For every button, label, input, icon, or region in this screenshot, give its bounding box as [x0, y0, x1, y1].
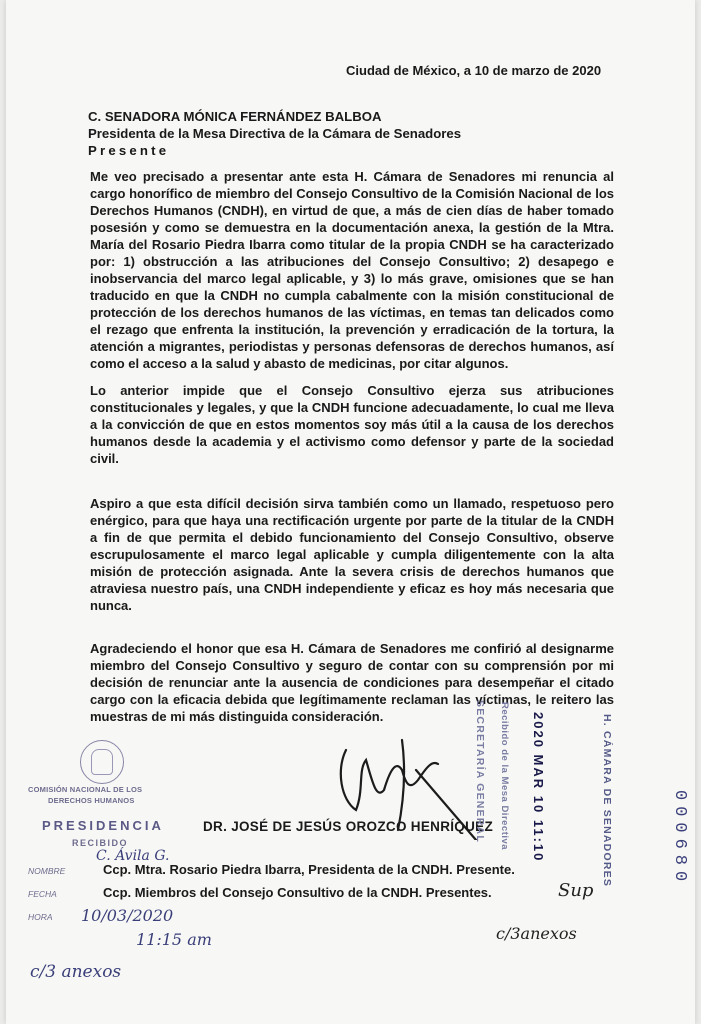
- handwritten-time: 11:15 am: [136, 930, 212, 949]
- cndh-seal-icon: [80, 740, 124, 784]
- recipient-salutation: Presente: [88, 143, 170, 158]
- stamp-line-1: COMISIÓN NACIONAL DE LOS: [28, 785, 143, 794]
- letter-date: Ciudad de México, a 10 de marzo de 2020: [346, 63, 602, 78]
- recipient-title: Presidenta de la Mesa Directiva de la Cámara de Senadores: [88, 126, 462, 141]
- signatory-name: DR. JOSÉ DE JESÚS OROZCO HENRÍQUEZ: [203, 819, 493, 834]
- stamp-field-fecha: FECHA: [28, 889, 57, 899]
- handwritten-date: 10/03/2020: [81, 906, 174, 925]
- senate-note-stamp: Recibido de la Mesa Directiva: [499, 702, 510, 851]
- paragraph-3: Aspiro a que esta difícil decisión sirva también como un llamado, respetuoso pero enérgico, para que haya una rectificación urgente por parte de la titular de la CNDH a fin de que permita el debido funcionamiento del Consejo Consultivo, observe escrupulosamente el marco legal aplicable y cumpla diligentemente con la alta misión de protección asignada. Ante la severa crisis de derechos humanos que atraviesa nuestro país, una CNDH independiente y eficaz es hoy más necesaria que nunca.: [90, 496, 614, 613]
- stamp-field-hora: HORA: [28, 912, 53, 922]
- folio-number: 000680: [670, 790, 689, 888]
- cc-line-1: Ccp. Mtra. Rosario Piedra Ibarra, Presidenta de la CNDH. Presente.: [103, 862, 515, 877]
- paragraph-2: Lo anterior impide que el Consejo Consultivo ejerza sus atribuciones constitucionales y legales, y que la CNDH funcione adecuadamente, lo cual me lleva a la convicción de que en estos momentos soy más útil a la causa de los derechos humanos desde la academia y el activismo como defensor y parte de la sociedad civil.: [90, 383, 614, 466]
- handwritten-annex-left: c/3 anexos: [30, 962, 122, 982]
- recipient-name: C. SENADORA MÓNICA FERNÁNDEZ BALBOA: [88, 109, 382, 124]
- stamp-field-nombre: NOMBRE: [28, 866, 66, 876]
- recipient-block: [88, 108, 461, 159]
- cc-line-2: Ccp. Miembros del Consejo Consultivo de la CNDH. Presentes.: [103, 885, 492, 900]
- stamp-status: RECIBIDO: [72, 838, 129, 848]
- stamp-line-2: DERECHOS HUMANOS: [48, 796, 135, 805]
- handwritten-name: C. Ávila G.: [96, 848, 170, 864]
- paragraph-1: Me veo precisado a presentar ante esta H. Cámara de Senadores mi renuncia al cargo honorífico de miembro del Consejo Consultivo de la Comisión Nacional de los Derechos Humanos (CNDH), en virtud de que, a más de cien días de haber tomado posesión y como se demuestra en la documentación anexa, la gestión de la Mtra. María del Rosario Piedra Ibarra como titular de la propia CNDH se ha caracterizado por: 1) obstrucción a las atribuciones del Consejo Consultivo; 2) desapego e inobservancia del marco legal aplicable, y 3) lo más grave, omisiones que se han traducido en que la CNDH no cumpla cabalmente con la misión constitucional de protección de los derechos humanos de las víctimas, en temas tan delicados como el rezago que enfrenta la institución, la prevención y erradicación de la tortura, la atención a migrantes, periodistas y personas defensoras de derechos humanos, así como el acceso a la salud y abasto de medicinas, por citar algunos.: [90, 169, 614, 371]
- handwritten-initials: Sup: [558, 880, 594, 901]
- letter-page: [6, 0, 695, 1024]
- senate-office-stamp: SECRETARÍA GENERAL: [474, 700, 486, 843]
- senate-date-stamp: 2020 MAR 10 11:10: [531, 712, 546, 863]
- handwritten-annex-right: c/3anexos: [496, 924, 577, 943]
- paragraph-4: Agradeciendo el honor que esa H. Cámara de Senadores me confirió al designarme miembro del Consejo Consultivo y seguro de contar con su comprensión por mi decisión de renunciar ante la ausencia de condiciones para desempeñar el citado cargo con la eficacia debida que legítimamente reclaman las víctimas, le reitero las muestras de mi más distinguida consideración.: [90, 641, 614, 724]
- stamp-office: PRESIDENCIA: [42, 818, 164, 833]
- senate-chamber-stamp: H. CÁMARA DE SENADORES: [601, 714, 613, 888]
